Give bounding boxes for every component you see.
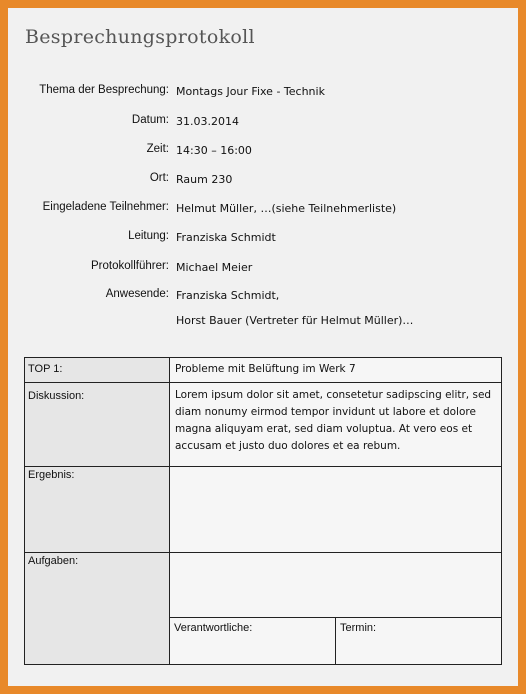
top-label: TOP 1: xyxy=(28,363,63,375)
meta-label: Protokollführer: xyxy=(91,260,169,272)
discussion-label: Diskussion: xyxy=(28,390,85,402)
meta-label: Zeit: xyxy=(146,143,169,155)
meta-value: Franziska Schmidt, xyxy=(176,289,280,302)
meta-value: Helmut Müller, …(siehe Teilnehmerliste) xyxy=(176,202,397,215)
top-subject: Probleme mit Belüftung im Werk 7 xyxy=(175,363,356,375)
meta-label: Leitung: xyxy=(128,230,169,242)
meta-value: Raum 230 xyxy=(176,173,233,186)
meta-row-topic xyxy=(8,84,518,104)
result-label: Ergebnis: xyxy=(28,469,75,481)
meta-row-attendees xyxy=(8,288,518,334)
meta-label: Datum: xyxy=(131,114,169,126)
tasks-column-divider xyxy=(335,617,336,664)
deadline-label: Termin: xyxy=(340,622,377,634)
meta-value-continued: Horst Bauer (Vertreter für Helmut Müller)… xyxy=(176,314,414,327)
row-divider xyxy=(25,466,501,467)
meta-value: Michael Meier xyxy=(176,261,253,274)
row-divider xyxy=(25,552,501,553)
meta-label: Eingeladene Teilnehmer: xyxy=(42,201,169,213)
responsible-label: Verantwortliche: xyxy=(174,622,253,634)
meta-row-time xyxy=(8,143,518,163)
meta-row-location xyxy=(8,172,518,192)
meta-value: Montags Jour Fixe - Technik xyxy=(176,85,325,98)
document-page xyxy=(8,8,518,686)
document-title: Besprechungsprotokoll xyxy=(25,26,255,48)
label-column xyxy=(25,358,170,664)
meta-row-lead xyxy=(8,230,518,250)
row-divider xyxy=(25,382,501,383)
meta-label: Thema der Besprechung: xyxy=(39,84,169,96)
meta-row-invitees xyxy=(8,201,518,221)
meta-row-minutes-taker xyxy=(8,260,518,280)
meta-value: 31.03.2014 xyxy=(176,115,239,128)
agenda-item-table xyxy=(24,357,502,665)
meta-row-date xyxy=(8,114,518,134)
tasks-label: Aufgaben: xyxy=(28,555,79,567)
meta-value: Franziska Schmidt xyxy=(176,231,276,244)
meta-label: Anwesende: xyxy=(105,288,169,300)
discussion-text: Lorem ipsum dolor sit amet, consetetur sadipscing elitr, sed diam nonumy eirmod tempor invidunt ut labore et dolore magna aliquyam erat, sed diam voluptua. At vero eos et accusam et justo duo dolores et ea rebum. xyxy=(175,389,492,452)
meta-value: 14:30 – 16:00 xyxy=(176,144,252,157)
meta-label: Ort: xyxy=(149,172,169,184)
